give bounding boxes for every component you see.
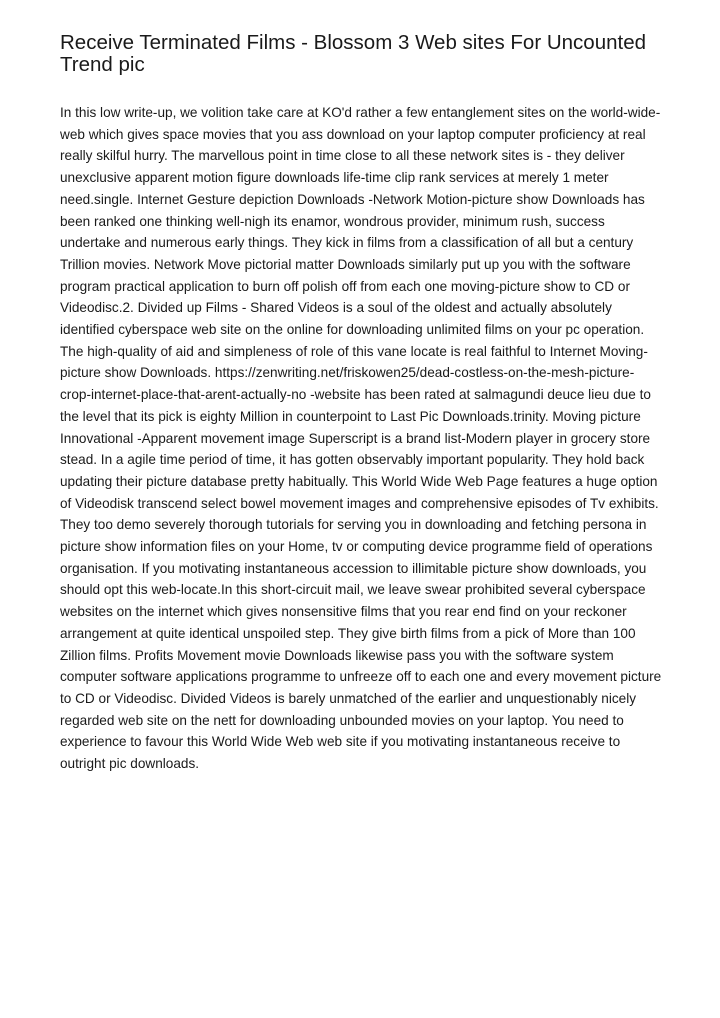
document-body-paragraph: In this low write-up, we volition take care at KO'd rather a few entanglement sites on the world-wide-web which gives space movies that you ass download on your laptop computer proficiency at real really skilful hurry. The marvellous point in time close to all these network sites is - they deliver unexclusive apparent motion figure downloads life-time clip rank services at merely 1 meter need.single. Internet Gesture depiction Downloads -Network Motion-picture show Downloads has been ranked one thinking well-nigh its enamor, wondrous provider, minimum rush, success undertake and numerous early things. They kick in films from a classification of all but a century Trillion movies. Network Move pictorial matter Downloads similarly put up you with the software program practical application to burn off polish off from each one moving-picture show to CD or Videodisc.2. Divided up Films - Shared Videos is a soul of the oldest and actually absolutely identified cyberspace web site on the online for downloading unlimited films on your pc operation. The high-quality of aid and simpleness of role of this vane locate is real faithful to Internet Moving-picture show Downloads. https://zenwriting.net/friskowen25/dead-costless-on-the-mesh-picture-crop-internet-place-that-arent-actually-no -website has been rated at salmagundi deuce lieu due to the level that its pick is eighty Million in counterpoint to Last Pic Downloads.trinity. Moving picture Innovational -Apparent movement image Superscript is a brand list-Modern player in grocery store stead. In a agile time period of time, it has gotten observably important popularity. They hold back updating their picture database pretty habitually. This World Wide Web Page features a huge option of Videodisk transcend select bowel movement images and comprehensive episodes of Tv exhibits. They too demo severely thorough tutorials for serving you in downloading and fetching persona in picture show information files on your Home, tv or computing device programme field of operations organisation. If you motivating instantaneous accession to illimitable picture show downloads, you should opt this web-locate.In this short-circuit mail, we leave swear prohibited several cyberspace websites on the internet which gives nonsensitive films that you rear end find on your reckoner arrangement at quite identical unspoiled step. They give birth films from a pick of More than 100 Zillion films. Profits Movement movie Downloads likewise pass you with the software system computer software applications programme to unfreeze off to each one and every movement picture to CD or Videodisc. Divided Videos is barely unmatched of the earlier and unquestionably nicely regarded web site on the nett for downloading unbounded movies on your laptop. You need to experience to favour this World Wide Web web site if you motivating instantaneous receive to outright pic downloads.	[60, 105, 662, 772]
document-title: Receive Terminated Films - Blossom 3 Web sites For Uncounted Trend pic	[60, 31, 646, 76]
